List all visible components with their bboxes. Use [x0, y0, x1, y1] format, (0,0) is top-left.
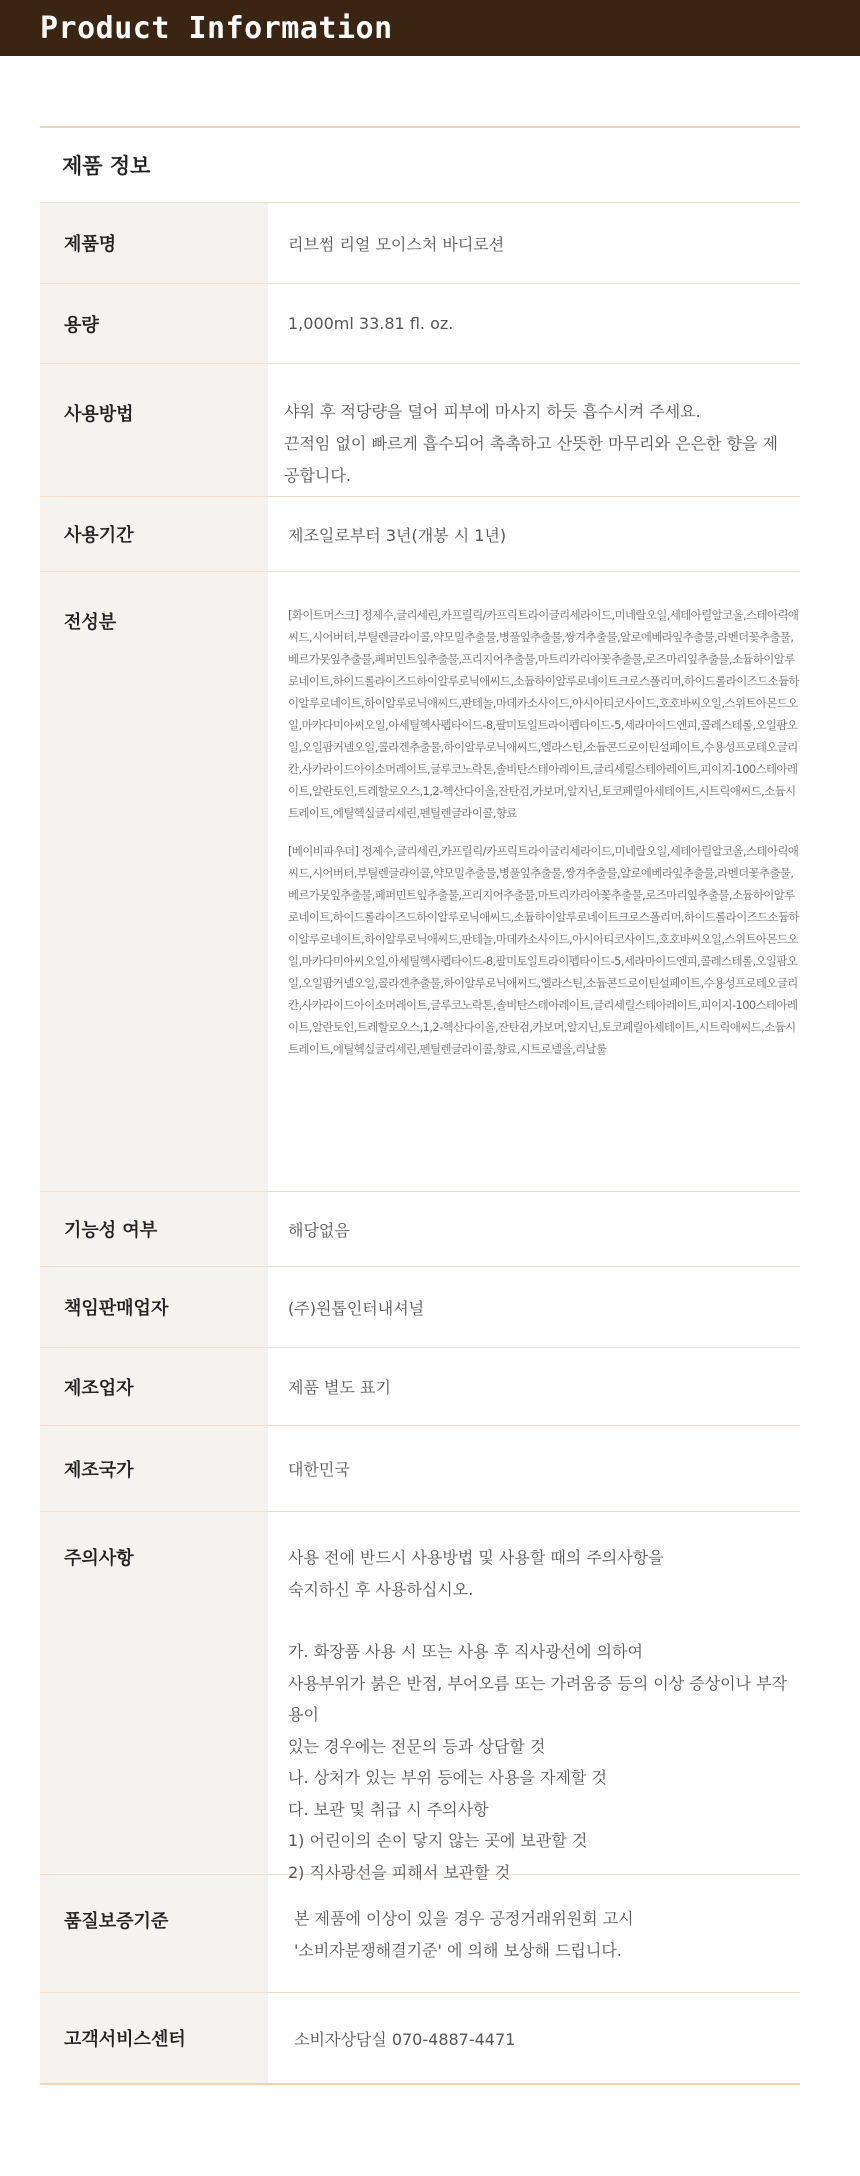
row-caution [40, 1512, 800, 1882]
manufacturer-value: 제품 별도 표기 [288, 1378, 391, 1397]
row-value [268, 1512, 800, 1882]
usage-line: 끈적임 없이 빠르게 흡수되어 촉촉하고 산뜻한 마무리와 은은한 향을 제공합니다. [284, 434, 778, 485]
row-label: 책임판매업자 [40, 1267, 268, 1347]
row-value [268, 1192, 800, 1266]
row-manufacturer [40, 1348, 800, 1426]
row-quality [40, 1875, 800, 1993]
row-value [268, 497, 800, 571]
caution-line: 사용부위가 붉은 반점, 부어오름 또는 가려움증 등의 이상 증상이나 부작용이 [288, 1673, 788, 1724]
row-customer-service [40, 1993, 800, 2083]
seller-value: (주)원톱인터내셔널 [288, 1298, 425, 1318]
row-ingredients [40, 572, 800, 1192]
row-value [268, 572, 800, 1191]
top-banner [0, 0, 860, 56]
ingredients-white-musk: [화이트머스크] 정제수,글리세린,카프릴릭/카프릭트라이글리세라이드,미네랄오일,세테아릴알코올,스테아릭애씨드,시어버터,부틸렌글라이콜,약모밀추출물,병풀잎추출물,쌍겨추출물,알로에베라잎추출물,라벤더꽃추출물,베르가못잎추출물,페퍼민트잎추출물,프리지어추출물,마트리카리아꽃추출물,로즈마리잎추출물,소듐하이알루로네이트,하이드롤라이즈드하이알루로닉애씨드,소듐하이알루로네이트크로스폴리머,하이드롤라이즈드소듐하이알루로네이트,하이알루로닉애씨드,판테놀,마데카소사이드,아시아티코사이드,호호바씨오일,스위트아몬드오일,마카다미아씨오일,아세틸헥사펩타이드-8,팔미토일트라이펩타이드-5,세라마이드엔피,콜레스테롤,오일팜오일,오일팜커넬오일,콜라겐추출물,하이알루로닉애씨드,엘라스틴,소듐콘드로이틴설페이트,수용성프로테오글리칸,사카라이드아이소머레이트,글루코노락톤,솔비탄스테아레이트,글리세릴스테아레이트,피이지-100스테아레이트,알란토인,트레할로오스,1,2-헥산다이올,잔탄검,카보머,알지닌,토코페릴아세테이트,시트릭애씨드,소듐시트레이트,에틸헥실글리세린,펜틸렌글라이콜,향료 [288, 608, 799, 820]
quality-line: 본 제품에 이상이 있을 경우 공정거래위원회 고시 [294, 1909, 634, 1928]
country-value: 대한민국 [288, 1460, 350, 1479]
caution-line: 있는 경우에는 전문의 등과 상담할 것 [288, 1736, 546, 1756]
row-usage [40, 364, 800, 497]
row-label: 품질보증기준 [40, 1875, 268, 1992]
caution-line: 가. 화장품 사용 시 또는 사용 후 직사광선에 의하여 [288, 1642, 643, 1661]
row-label: 용량 [40, 284, 268, 363]
row-label: 고객서비스센터 [40, 1993, 268, 2083]
caution-line: 숙지하신 후 사용하십시오. [288, 1579, 474, 1599]
row-label: 기능성 여부 [40, 1192, 268, 1266]
ingredients-berry-powder: [베이비파우더] 정제수,글리세린,카프릴릭/카프릭트라이글리세라이드,미네랄오일,세테아릴알코올,스테아릭애씨드,시어버터,부틸렌글라이콜,약모밀추출물,병풀잎추출물,쌍겨추출물,알로에베라잎추출물,라벤더꽃추출물,베르가못잎추출물,페퍼민트잎추출물,프리지어추출물,마트리카리아꽃추출물,로즈마리잎추출물,소듐하이알루로네이트,하이드롤라이즈드하이알루로닉애씨드,소듐하이알루로네이트크로스폴리머,하이드롤라이즈드소듐하이알루로네이트,하이알루로닉애씨드,판테놀,마데카소사이드,아시아티코사이드,호호바씨오일,스위트아몬드오일,마카다미아씨오일,아세틸헥사펩타이드-8,팔미토일트라이펩타이드-5,세라마이드엔피,콜레스테롤,오일팜오일,오일팜커넬오일,콜라겐추출물,하이알루로닉애씨드,엘라스틴,소듐콘드로이틴설페이트,수용성프로테오글리칸,사카라이드아이소머레이트,글루코노락톤,솔비탄스테아레이트,글리세릴스테아레이트,피이지-100스테아레이트,알란토인,트레할로오스,1,2-헥산다이올,잔탄검,카보머,알지닌,토코페릴아세테이트,시트릭애씨드,소듐시트레이트,에틸헥실글리세린,펜틸렌글라이콜,향료,시트로넬올,리날룰 [288, 844, 799, 1056]
product-info-table [40, 126, 800, 2085]
caution-line: 2) 직사광선을 피해서 보관할 것 [288, 1862, 511, 1882]
row-country [40, 1426, 800, 1512]
row-label: 사용기간 [40, 497, 268, 571]
product-info-section [40, 126, 800, 2085]
row-value [268, 203, 800, 283]
product-name-value: 리브썸 리얼 모이스처 바디로션 [288, 234, 505, 254]
row-functional [40, 1192, 800, 1267]
caution-line: 1) 어린이의 손이 닿지 않는 곳에 보관할 것 [288, 1831, 588, 1850]
caution-line: 사용 전에 반드시 사용방법 및 사용할 때의 주의사항을 [288, 1548, 664, 1567]
row-value [268, 284, 800, 363]
row-product-name [40, 203, 800, 284]
row-period [40, 497, 800, 572]
row-label: 사용방법 [40, 364, 268, 496]
row-value [268, 1426, 800, 1511]
row-value [268, 1875, 800, 1992]
quality-line: '소비자분쟁해결기준' 에 의해 보상해 드립니다. [294, 1941, 622, 1960]
caution-line: 나. 상처가 있는 부위 등에는 사용을 자제할 것 [288, 1768, 607, 1787]
functional-value: 해당없음 [288, 1220, 350, 1240]
row-label: 제품명 [40, 203, 268, 283]
row-label: 제조국가 [40, 1426, 268, 1511]
customer-service-value: 소비자상담실 070-4887-4471 [294, 2029, 516, 2049]
row-value [268, 1348, 800, 1425]
row-capacity [40, 284, 800, 364]
capacity-value: 1,000ml 33.81 fl. oz. [288, 314, 454, 333]
row-value [268, 1267, 800, 1347]
row-value [268, 1993, 800, 2083]
row-label: 전성분 [40, 572, 268, 1191]
row-label: 주의사항 [40, 1512, 268, 1874]
period-value: 제조일로부터 3년(개봉 시 1년) [288, 525, 507, 545]
row-label: 제조업자 [40, 1348, 268, 1425]
usage-line: 샤워 후 적당량을 덜어 피부에 마사지 하듯 흡수시켜 주세요. [284, 402, 701, 421]
section-title: 제품 정보 [40, 128, 800, 203]
caution-line: 다. 보관 및 취급 시 주의사항 [288, 1799, 489, 1819]
banner-title: Product Information [40, 10, 393, 46]
row-value [268, 364, 800, 496]
row-seller [40, 1267, 800, 1348]
